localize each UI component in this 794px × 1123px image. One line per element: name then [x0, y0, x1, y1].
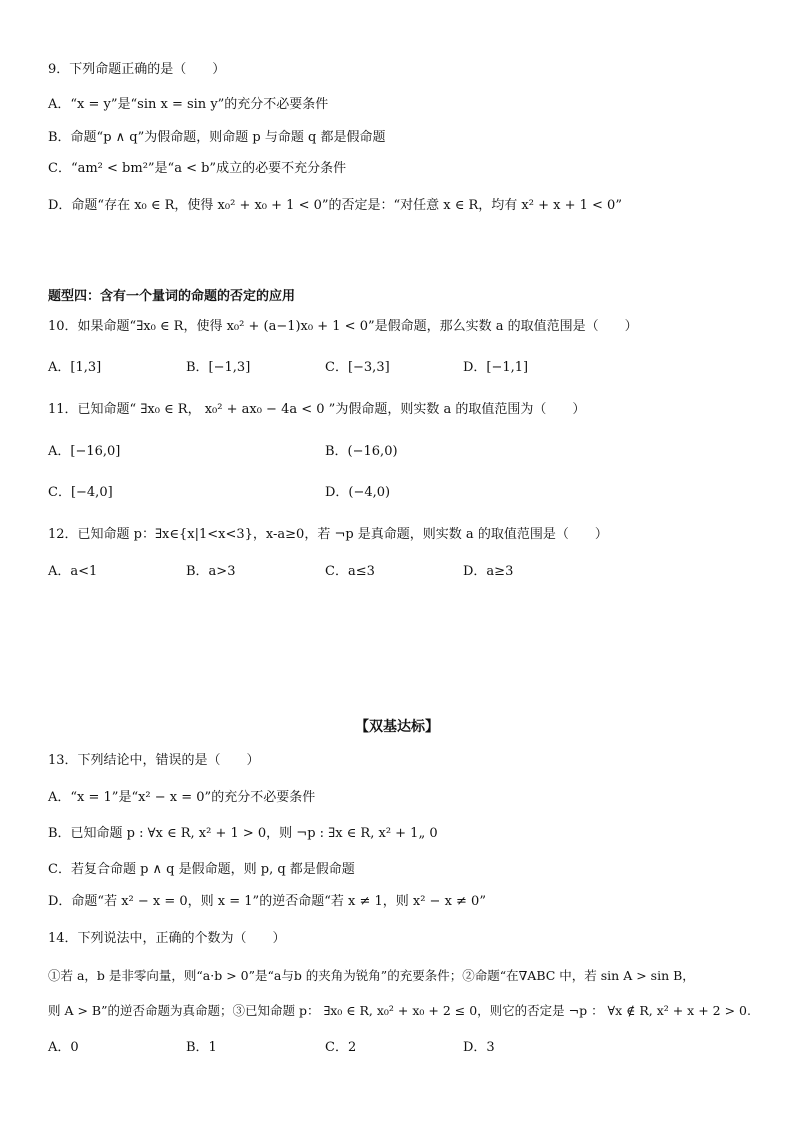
q12-option-c: C．a≤3	[325, 564, 375, 579]
q13-option-a: A．“x = 1”是“x² − x = 0”的充分不必要条件	[48, 790, 316, 805]
q9-option-a: A．“x = y”是“sin x = sin y”的充分不必要条件	[48, 97, 329, 112]
q13-stem: 13．下列结论中，错误的是（ ）	[48, 753, 260, 768]
q13-option-b: B．已知命题 p : ∀x ∈ R, x² + 1 > 0，则 ¬p : ∃x ∈ R, x² + 1„ 0	[48, 826, 438, 841]
q14-option-a: A．0	[48, 1040, 79, 1055]
q14-option-b: B．1	[186, 1040, 217, 1055]
q11-stem: 11．已知命题“ ∃x₀ ∈ R， x₀² + ax₀ − 4a < 0 ”为假命题，则实数 a 的取值范围为（ ）	[48, 402, 586, 417]
section-title: 题型四：含有一个量词的命题的否定的应用	[48, 289, 296, 304]
q10-option-b: B．[−1,3]	[186, 360, 251, 375]
q13-option-d: D．命题“若 x² − x = 0，则 x = 1”的逆否命题“若 x ≠ 1，则 x² − x ≠ 0”	[48, 894, 486, 909]
q9-option-c: C．“am² < bm²”是“a < b”成立的必要不充分条件	[48, 161, 347, 176]
section-heading: 【双基达标】	[355, 719, 439, 735]
q9-option-b: B．命题“p ∧ q”为假命题，则命题 p 与命题 q 都是假命题	[48, 130, 386, 145]
q9-option-d: D．命题“存在 x₀ ∈ R，使得 x₀² + x₀ + 1 < 0”的否定是：“对任意 x ∈ R，均有 x² + x + 1 < 0”	[48, 198, 622, 213]
q14-option-d: D．3	[463, 1040, 495, 1055]
q11-option-b: B．(−16,0)	[325, 444, 398, 459]
q10-stem: 10．如果命题“∃x₀ ∈ R，使得 x₀² + (a−1)x₀ + 1 < 0”是假命题，那么实数 a 的取值范围是（ ）	[48, 319, 638, 334]
q10-option-a: A．[1,3]	[48, 360, 102, 375]
q12-stem: 12．已知命题 p：∃x∈{x|1<x<3}，x-a≥0，若 ¬p 是真命题，则实数 a 的取值范围是（ ）	[48, 527, 608, 542]
q11-option-d: D．(−4,0)	[325, 485, 391, 500]
q14-stem: 14．下列说法中，正确的个数为（ ）	[48, 931, 286, 946]
q13-option-c: C．若复合命题 p ∧ q 是假命题，则 p, q 都是假命题	[48, 862, 355, 877]
q9-stem: 9．下列命题正确的是（ ）	[48, 62, 226, 77]
q14-statement-line: 则 A > B”的逆否命题为真命题；③已知命题 p： ∃x₀ ∈ R, x₀² + x₀ + 2 ≤ 0，则它的否定是 ¬p ： ∀x ∉ R, x² + x + 2 > 0.	[48, 1003, 751, 1018]
q14-statement-line: ①若 a，b 是非零向量，则“a·b > 0”是“a与b 的夹角为锐角”的充要条件；②命题“在∇ABC 中，若 sin A > sin B，	[48, 968, 695, 983]
q12-option-a: A．a<1	[48, 564, 98, 579]
q12-option-b: B．a>3	[186, 564, 236, 579]
q11-option-a: A．[−16,0]	[48, 444, 121, 459]
q10-option-d: D．[−1,1]	[463, 360, 529, 375]
q11-option-c: C．[−4,0]	[48, 485, 113, 500]
q14-option-c: C．2	[325, 1040, 357, 1055]
q10-option-c: C．[−3,3]	[325, 360, 390, 375]
q12-option-d: D．a≥3	[463, 564, 514, 579]
